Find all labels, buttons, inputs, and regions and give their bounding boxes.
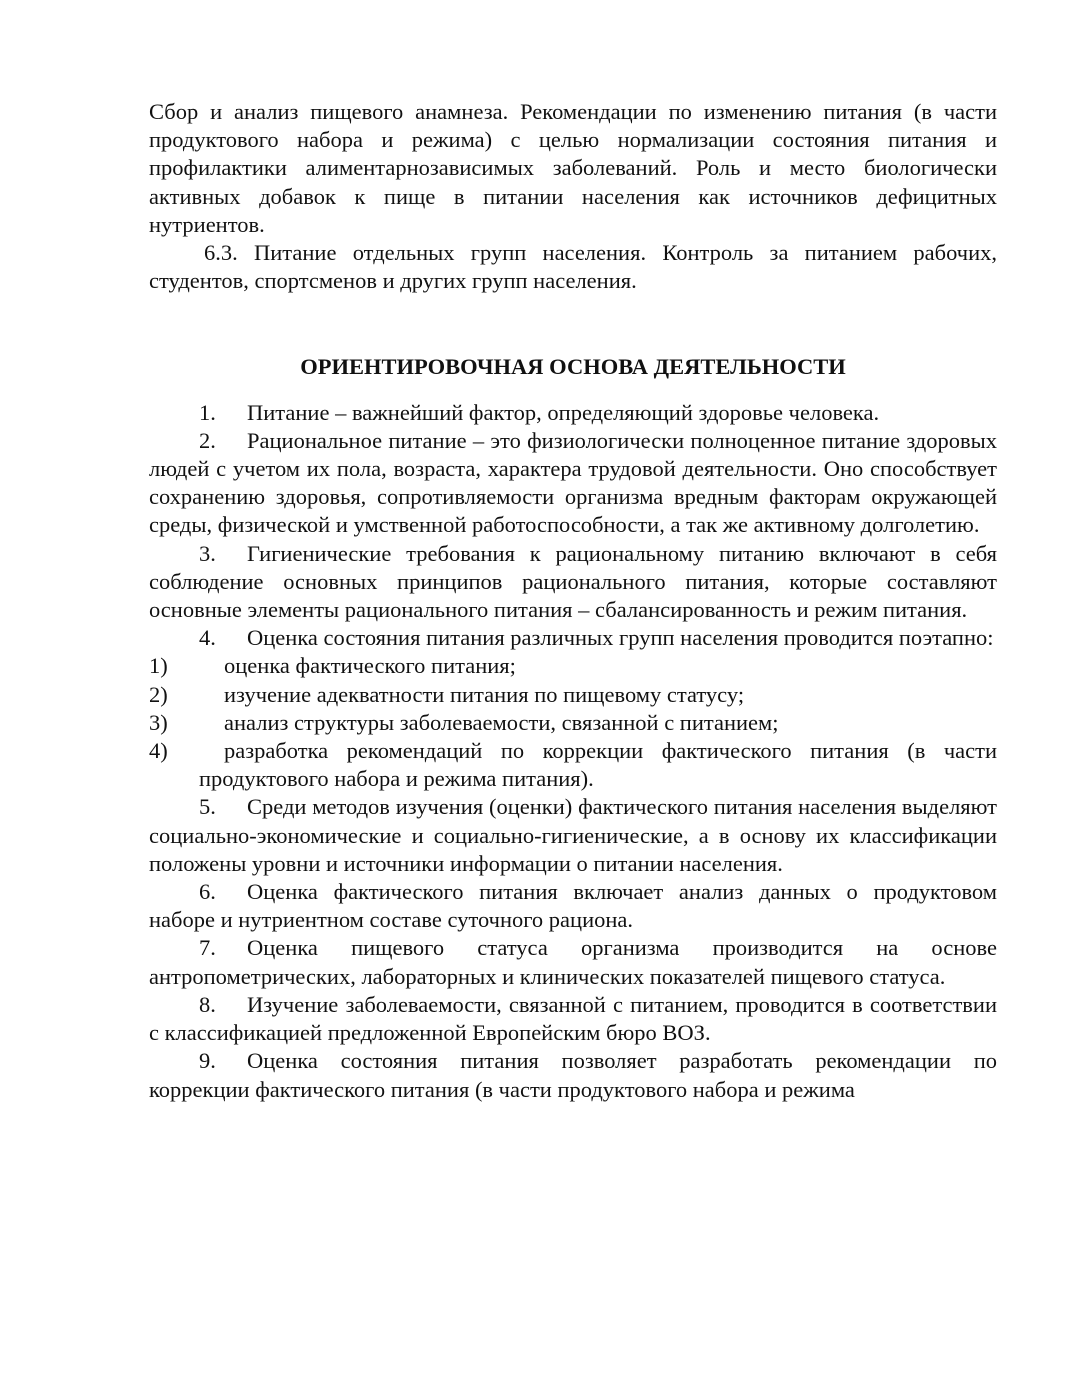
item-text: Рациональное питание – это физиологически полноценное питание здоровых людей с учетом их пола, возраста, характера трудовой деятельности. Оно способствует сохранению здоровья, сопротивляемости организма вредным факторам окружающей среды, физической и умственной работоспособности, а так же активному долголетию. — [149, 427, 997, 538]
item-number: 8. — [199, 991, 216, 1017]
section-6-3-paragraph: 6.3. Питание отдельных групп населения. Контроль за питанием рабочих, студентов, спортсменов и других групп населения. — [149, 240, 997, 294]
numbered-item — [149, 793, 997, 878]
intro-paragraph: Сбор и анализ пищевого анамнеза. Рекомендации по изменению питания (в части продуктового набора и режима) с целью нормализации состояния питания и профилактики алиментарнозависимых заболеваний. Роль и место биологически активных добавок к пище в питании населения как источников дефицитных нутриентов. — [149, 99, 997, 237]
item-number: 9. — [199, 1048, 216, 1074]
item-text: Оценка состояния питания различных групп населения проводится поэтапно: — [247, 625, 994, 651]
numbered-item — [149, 934, 997, 990]
sub-item-text: изучение адекватности питания по пищевому статусу; — [224, 681, 745, 707]
numbered-item — [149, 878, 997, 934]
item-number: 5. — [199, 794, 216, 820]
spacer — [149, 382, 997, 399]
sub-item-text: оценка фактического питания; — [224, 653, 516, 679]
item-text: Оценка фактического питания включает анализ данных о продуктовом наборе и нутриентном составе суточного рациона. — [149, 879, 997, 933]
item-number: 3. — [199, 540, 216, 566]
item-number: 1. — [199, 399, 216, 425]
item-text: Изучение заболеваемости, связанной с питанием, проводится в соответствии с классификацией предложенной Европейским бюро ВОЗ. — [149, 991, 997, 1046]
spacer — [149, 295, 997, 353]
document-page — [149, 98, 997, 1104]
item-text: Оценка состояния питания позволяет разработать рекомендации по коррекции фактического питания (в части продуктового набора и режима — [149, 1048, 997, 1102]
item-number: 2. — [199, 427, 216, 453]
sub-item-number: 3) — [149, 709, 168, 735]
sub-item-number: 4) — [149, 738, 168, 764]
numbered-item — [149, 540, 997, 625]
sub-item-number: 1) — [149, 653, 168, 679]
numbered-item — [149, 427, 997, 540]
sub-item-number: 2) — [149, 681, 168, 707]
section-heading: ОРИЕНТИРОВОЧНАЯ ОСНОВА ДЕЯТЕЛЬНОСТИ — [300, 354, 846, 380]
sub-item — [149, 681, 997, 709]
item-number: 6. — [199, 879, 216, 905]
sub-item — [149, 652, 997, 680]
item-text: Питание – важнейший фактор, определяющий здоровье человека. — [247, 399, 880, 425]
item-text: Среди методов изучения (оценки) фактического питания населения выделяют социально-экономические и социально-гигиенические, а в основу их классификации положены уровни и источники информации о питании населения. — [149, 794, 997, 876]
numbered-item — [149, 399, 997, 427]
sub-item-text: разработка рекомендаций по коррекции фактического питания (в части продуктового набора и режима питания). — [199, 738, 997, 792]
numbered-item — [149, 991, 997, 1047]
item-number: 7. — [199, 935, 216, 961]
numbered-item — [149, 624, 997, 652]
sub-item — [149, 709, 997, 737]
sub-item-text: анализ структуры заболеваемости, связанной с питанием; — [224, 709, 779, 735]
item-text: Гигиенические требования к рациональному питанию включают в себя соблюдение основных принципов рационального питания, которые составляют основные элементы рационального питания – сбалансированность и режим питания. — [149, 540, 997, 623]
item-text: Оценка пищевого статуса организма производится на основе антропометрических, лабораторных и клинических показателей пищевого статуса. — [149, 935, 997, 989]
sub-item — [149, 737, 997, 793]
item-number: 4. — [199, 625, 216, 651]
numbered-item — [149, 1047, 997, 1103]
